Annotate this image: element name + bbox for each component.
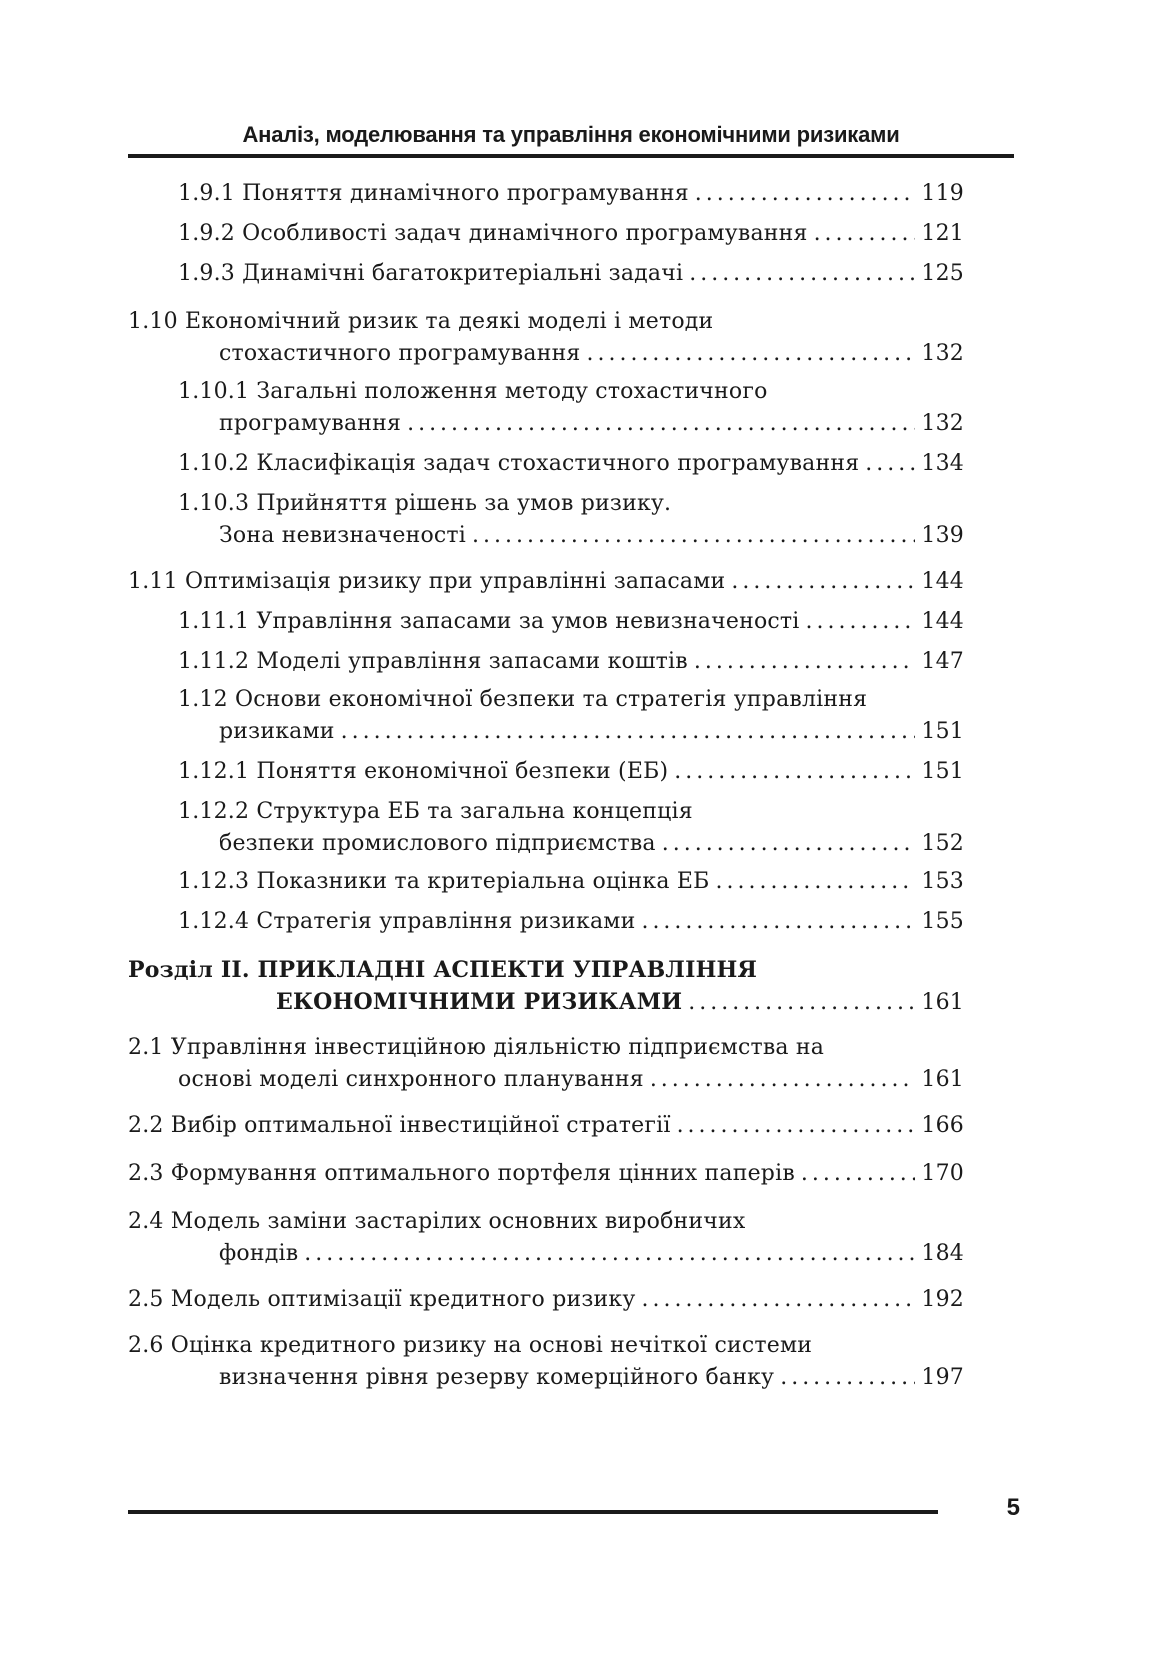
toc-entry[interactable]: 1.12.4 Стратегія управління ризиками . . . 155 (178, 904, 964, 940)
toc-entry-title[interactable]: 1.12.2 Структура ЕБ та загальна концепція (178, 799, 693, 824)
toc-entry[interactable]: 2.5 Модель оптимізації кредитного ризику . . . 192 (128, 1282, 964, 1318)
toc-entry[interactable]: безпеки промислового підприємства . . . 152 (219, 826, 964, 862)
toc-entry[interactable]: основі моделі синхронного планування . . . 161 (178, 1062, 964, 1098)
toc-entry-title[interactable]: 2.1 Управління інвестиційною діяльністю підприємства на (128, 1035, 825, 1060)
toc-entry[interactable]: визначення рівня резерву комерційного банку . . . 197 (219, 1360, 964, 1396)
toc-entry[interactable]: 1.11 Оптимізація ризику при управлінні запасами . . . 144 (128, 564, 964, 600)
toc-entry[interactable]: 1.12.3 Показники та критеріальна оцінка ЕБ . . . 153 (178, 864, 964, 900)
toc-entry[interactable]: програмування . . . 132 (219, 406, 964, 442)
toc-entry[interactable]: ризиками . . . 151 (219, 714, 964, 750)
footer-rule (128, 1510, 938, 1514)
toc-entry[interactable]: 1.11.1 Управління запасами за умов невизначеності . . . 144 (178, 604, 964, 640)
toc-entry-title[interactable]: 1.10 Економічний ризик та деякі моделі і методи (128, 309, 714, 334)
toc-entry[interactable]: 2.3 Формування оптимального портфеля цінних паперів . . . 170 (128, 1156, 964, 1192)
toc-entry[interactable]: стохастичного програмування . . . 132 (219, 336, 964, 372)
toc-entry[interactable]: 1.9.3 Динамічні багатокритеріальні задачі . . . 125 (178, 256, 964, 292)
toc-entry[interactable]: 1.12.1 Поняття економічної безпеки (ЕБ) . . . 151 (178, 754, 964, 790)
toc-entry[interactable]: 2.2 Вибір оптимальної інвестиційної стратегії . . . 166 (128, 1108, 964, 1144)
toc-entry[interactable]: 1.10.2 Класифікація задач стохастичного програмування . . . 134 (178, 446, 964, 482)
toc-entry[interactable]: 1.9.2 Особливості задач динамічного програмування . . . 121 (178, 216, 964, 252)
page-number: 5 (1006, 1494, 1020, 1521)
toc-entry-title[interactable]: 2.4 Модель заміни застарілих основних виробничих (128, 1209, 746, 1234)
toc-entry[interactable]: 1.9.1 Поняття динамічного програмування . . . 119 (178, 176, 964, 212)
toc-section-title[interactable]: Розділ ІІ. ПРИКЛАДНІ АСПЕКТИ УПРАВЛІННЯ (128, 957, 758, 983)
toc-entry[interactable]: фондів . . . 184 (219, 1236, 964, 1272)
toc-entry[interactable]: Зона невизначеності . . . 139 (219, 518, 964, 554)
toc-entry-title[interactable]: 1.12 Основи економічної безпеки та стратегія управління (178, 687, 868, 712)
toc-entry-title[interactable]: 1.10.3 Прийняття рішень за умов ризику. (178, 491, 672, 516)
toc-entry-title[interactable]: 1.10.1 Загальні положення методу стохастичного (178, 379, 768, 404)
toc-entry[interactable]: 1.11.2 Моделі управління запасами коштів . . . 147 (178, 644, 964, 680)
toc-section-entry[interactable]: ЕКОНОМІЧНИМИ РИЗИКАМИ . . . 161 (276, 984, 964, 1020)
running-header: Аналіз, моделювання та управління економічними ризиками (242, 122, 900, 147)
toc-entry-title[interactable]: 2.6 Оцінка кредитного ризику на основі нечіткої системи (128, 1333, 813, 1358)
